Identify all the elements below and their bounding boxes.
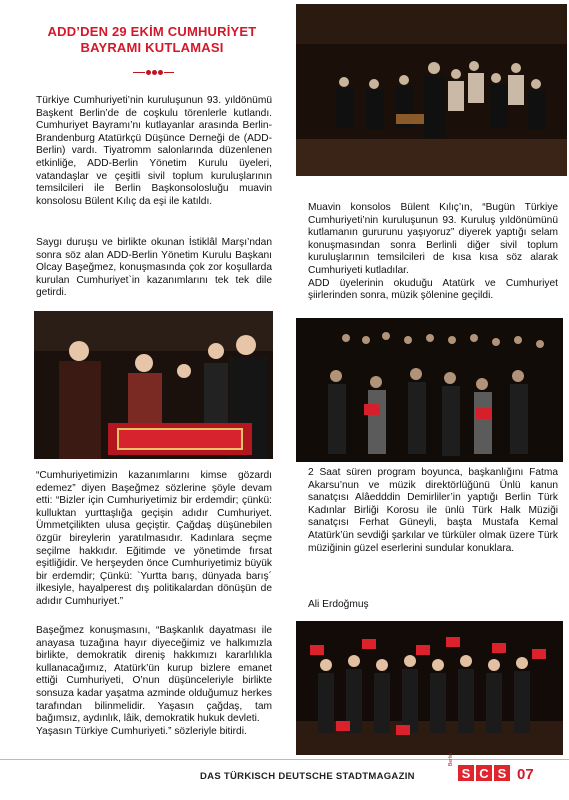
- article-title: [36, 24, 268, 56]
- author-name-1: Ali Erdoğmuş: [308, 598, 369, 610]
- photo-choir-audience: [296, 318, 563, 462]
- page-number: 07: [517, 766, 534, 783]
- photo-women-choir-flags: [296, 621, 563, 755]
- paragraph-virtue: “Cumhuriyetimizin kazanımlarını kimse gözardı edemez” diyen Başeğmez sözlerine şöyle devam etti: “Bizler için Cumhuriyetimiz bir erdemdir; çünkü: kulluktan yurttaşlığa geçişin adıdır Cumhuriyet. Ümmetçilikten ulusa geçiştir. Çağdaş düşünebilen özgür bireylerin yaratılmasıdır. Kadınlara seçme seçilme hakkıdır. Eğitimde ve yönetimde fırsat eşitliğidir. Ve herşeyden önce Cumhuriyetimiz büyük bir erdemdir; Çünkü: `Yurtta barış, dünyada barış´ ilkesiyle, hayalperest dış politikalardan dönüşün de adıdır Cumhuriyet.”: [36, 470, 272, 607]
- footer-magazine-name: DAS TÜRKISCH DEUTSCHE STADTMAGAZIN: [200, 771, 415, 782]
- photo-stage-musicians: [296, 4, 567, 176]
- ornament-dots-icon: [133, 70, 173, 76]
- paragraph-intro: Türkiye Cumhuriyeti’nin kuruluşunun 93. yıldönümü Başkent Berlin’de de coşkulu törenlerle kutlandı. Cumhuriyet Bayramı’nı kutlayanlar arasında Berlin-Brandenburg Atatürkçü Düşünce Derneği de (ADD-Berlin) vardı. Tiyatromm salonlarında düzenlenen etkinliğe, ADD-Berlin Yönetim Kurulu üyeleri, vatandaşlar ve çeşitli sivil toplum kuruluşlarının temsilcileri ile Berlin Başkonsolosluğu muavin konsolosu Bülent Kılıç da eşi ile katıldı.: [36, 95, 272, 207]
- photo-flag-ceremony: [34, 311, 273, 459]
- paragraph-closing: Başeğmez konuşmasını, “Başkanlık dayatması ile anayasa tuzağına hayır diyeceğimiz ve halkımızla birlikte, demokratik direniş hakkımızı kararlılıkla kullanacağımız, Atatürk’ün kurup bizlere emanet ettiği Cumhuriyeti, O’nun düşünceleriyle birlikte sonsuza kadar yaşatma azminde olduğumuz herkes tarafından bilinmelidir. Yaşasın çağdaş, tam bağımsız, aydınlık, lâik, demokratik hukuk devleti. Yaşasın Türkiye Cumhuriyeti.” sözleriyle bitirdi.: [36, 625, 272, 737]
- svg-text:S: S: [461, 766, 471, 781]
- title-line-1: ADD’DEN 29 EKİM CUMHURİYET: [47, 24, 257, 39]
- footer-berlin-label: Berlin: [448, 753, 454, 766]
- footer-divider: [0, 759, 569, 760]
- svg-text:S: S: [497, 766, 507, 781]
- paragraph-music-program: 2 Saat süren program boyunca, başkanlığını Fatma Akarsu’nun ve müzik direktörlüğünü Ünlü kanun sanatçısı Alâedddin Demirliler’in yaptığı Berlin Türk Kadınlar Birliği Korosu ile ünlü Türk Halk Müziği sanatçısı Ferhat Güneyli, başta Mustafa Kemal Atatürk’ün sevdiği şarkılar ve türküler olmak üzere Türk müziğinin güzel eserlerini sundular konuklara.: [308, 467, 558, 554]
- svg-text:C: C: [479, 766, 489, 781]
- paragraph-consul: Muavin konsolos Bülent Kılıç’ın, “Bugün Türkiye Cumhuriyeti’nin kuruluşunun 93. Kuruluş yıldönümünü kutlamanın gururunu yaşıyoruz” diyerek yaptığı selam konuşmasından sonra Berlinli diğer sivil toplum kuruluşlarının temsilcileri de kısa kısa söz alarak Cumhuriyeti kutladılar. ADD üyelerinin okuduğu Atatürk ve Cumhuriyet şiirlerinden sonra, müzik şölenine geçildi.: [308, 202, 558, 302]
- paragraph-anthem: Saygı duruşu ve birlikte okunan İstiklâl Marşı’ndan sonra söz alan ADD-Berlin Yönetim Kurulu Başkanı Olcay Başeğmez, konuşmasında çok zor koşullarda kurulan Cumhuriyet`in kazanımlarını tek tek dile getirdi.: [36, 237, 272, 299]
- scs-logo-icon: [458, 764, 518, 782]
- title-line-2: BAYRAMI KUTLAMASI: [80, 40, 224, 55]
